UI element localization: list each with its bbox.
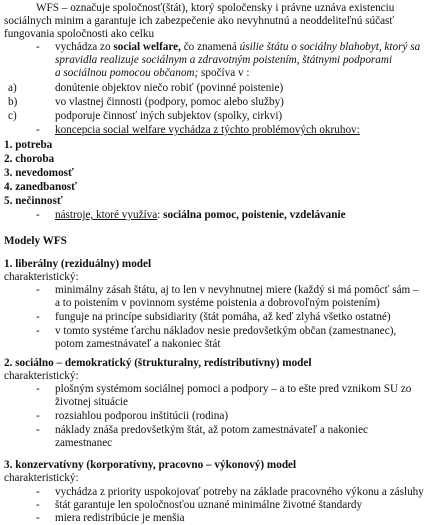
model-1-title: 1. liberálny (reziduálny) model <box>4 258 152 270</box>
model-2-item-cont: životnej situácie <box>55 396 129 408</box>
intro-line-2: sociálnych minim a garantuje ich zabezpečenie ako nevyhnutnú a neoddeliteľnú súčasť <box>4 15 395 27</box>
welfare-line-3 <box>55 67 250 80</box>
model-1-item-cont: a to poistením v povinnom systéme poistenia a dobrovoľným poistením) <box>55 297 380 309</box>
dash-marker: - <box>36 209 40 221</box>
intro-line-1: WFS – označuje spoločnosť(štát), ktorý spoločensky i právne uznáva existenciu <box>36 2 395 14</box>
item-text: náklady znáša predovšetkým štát, až potom zamestnávateľ a nakoniec <box>55 424 369 436</box>
dash-marker: - <box>36 499 40 511</box>
item-text: minimálny zásah štátu, aj to len v nevyhnutnej miere (každý si má pomôcť sám – <box>55 284 419 296</box>
problem-item: 1. potreba <box>4 139 53 151</box>
abc-mark: a) <box>8 82 17 94</box>
welfare-tail: spočíva v : <box>198 67 250 79</box>
item-text: miera redistribúcie je menšia <box>55 512 185 524</box>
model-3-char: charakteristický: <box>4 472 79 484</box>
dash-marker: - <box>36 486 40 498</box>
problem-item: 2. choroba <box>4 153 55 165</box>
tools-value: sociálna pomoc, poistenie, vzdelávanie <box>163 209 346 221</box>
model-2-item-cont: zamestnanec <box>55 437 113 449</box>
item-text: rozsiahlou podporou inštitúcii (rodina) <box>55 410 229 422</box>
welfare-pre: vychádza zo <box>55 41 114 53</box>
tools-colon: : <box>157 209 164 221</box>
dash-marker: - <box>36 124 40 136</box>
models-heading: Modely WFS <box>4 235 67 247</box>
abc-mark: b) <box>8 96 18 108</box>
abc-text: donútenie objektov niečo robiť (povinné poistenie) <box>55 82 284 94</box>
model-1-item-cont: potom zamestnávateľ a nakoniec štát <box>55 338 221 350</box>
item-text: plošným systémom sociálnej pomoci a podpory – a to ešte pred vznikom SU zo <box>55 383 412 395</box>
model-3-title: 3. konzervatívny (korporatívny, pracovno – výkonový) model <box>4 459 297 471</box>
intro-line-3: fungovania spoločnosti ako celku <box>4 28 155 40</box>
welfare-italic-3: a sociálnou pomocou občanom; <box>55 67 199 79</box>
dash-marker: - <box>36 325 40 337</box>
model-2-char: charakteristický: <box>4 370 79 382</box>
dash-marker: - <box>36 311 40 323</box>
item-text: v tomto systéme ťarchu nákladov nesie predovšetkým občan (zamestnanec), <box>55 325 397 337</box>
concept-text: koncepcia social welfare vychádza z týchto problémových okruhov: <box>55 124 360 136</box>
problem-item: 4. zanedbanosť <box>4 181 77 193</box>
welfare-italic-1: úsilie štátu o sociálny blahobyt, ktorý sa <box>239 41 421 53</box>
dash-marker: - <box>36 410 40 422</box>
abc-text: vo vlastnej činnosti (podpory, pomoc alebo služby) <box>55 96 284 108</box>
welfare-mid: čo znamená <box>180 41 240 53</box>
item-text: funguje na princípe subsidiarity (štát pomáha, až keď zlyhá všetko ostatné) <box>55 311 391 323</box>
dash-marker: - <box>36 41 40 53</box>
abc-mark: c) <box>8 110 17 122</box>
welfare-italic-2: spravidla realizuje sociálnym a zdravotným poistením, štátnymi podporami <box>55 54 393 66</box>
welfare-bold: social welfare, <box>113 41 181 53</box>
dash-marker: - <box>36 284 40 296</box>
dash-marker: - <box>36 512 40 524</box>
abc-text: podporuje činnosť iných subjektov (spolky, cirkvi) <box>55 110 283 122</box>
problem-item: 3. nevedomosť <box>4 167 74 179</box>
dash-marker: - <box>36 424 40 436</box>
model-1-char: charakteristický: <box>4 271 79 283</box>
item-text: vychádza z priority uspokojovať potreby na základe pracovného výkonu a zásluhy <box>55 486 424 498</box>
problem-item: 5. nečinnosť <box>4 195 63 207</box>
tools-label: nástroje, ktoré využíva <box>55 209 158 221</box>
item-text: štát garantuje len spoločnosťou uznané minimálne životné štandardy <box>55 499 363 511</box>
dash-marker: - <box>36 383 40 395</box>
model-2-title: 2. sociálno – demokratický (štrukturalny, redistributívny) model <box>4 357 312 369</box>
